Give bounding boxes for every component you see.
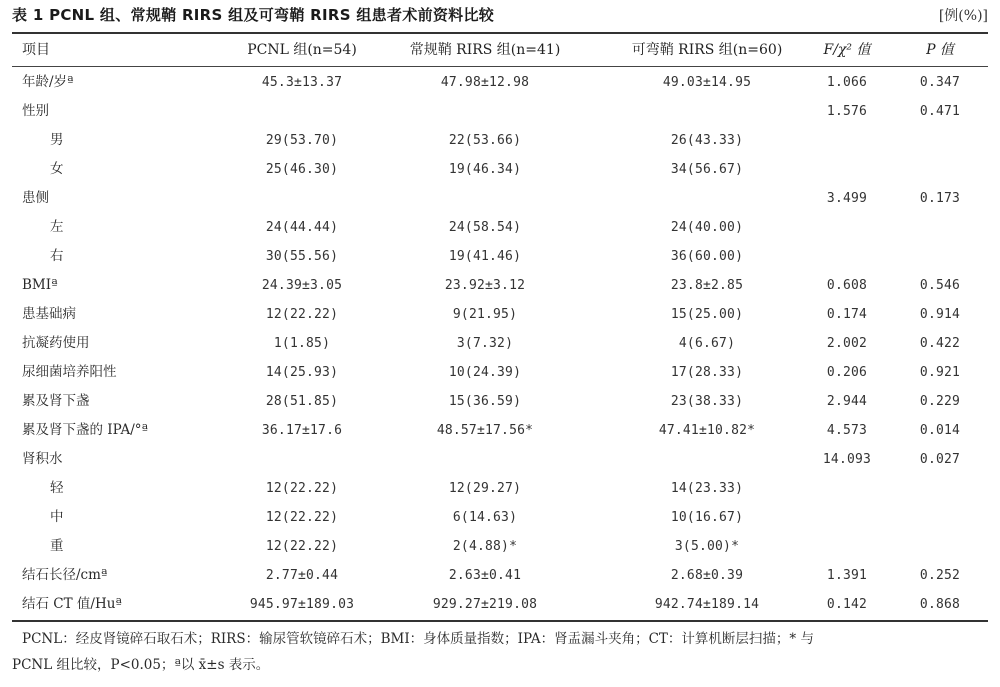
row-item-label: 轻	[50, 480, 64, 496]
rirs-flexible-value: 942.74±189.14	[654, 597, 760, 612]
p-value: 0.347	[919, 75, 961, 90]
row-item-label: 患侧	[22, 190, 49, 206]
rirs-conventional-value: 24(58.54)	[448, 220, 522, 235]
rirs-flexible-value: 47.41±10.82*	[658, 423, 756, 438]
table-row	[12, 561, 988, 590]
p-value	[892, 503, 988, 532]
table-header	[12, 34, 988, 66]
pcnl-value: 12(22.22)	[265, 510, 339, 525]
rirs-conventional-value: 929.27±219.08	[432, 597, 538, 612]
p-value: 0.014	[919, 423, 961, 438]
pcnl-value: 30(55.56)	[265, 249, 339, 264]
statistic-value: 3.499	[826, 191, 868, 206]
rirs-flexible-value	[602, 184, 812, 213]
p-value: 0.229	[919, 394, 961, 409]
table-footnote	[12, 626, 988, 678]
statistic-value: 0.608	[826, 278, 868, 293]
table-row	[12, 242, 988, 271]
table-row	[12, 213, 988, 242]
row-item-label: 结石长径/cmª	[22, 567, 108, 583]
rirs-flexible-value: 17(28.33)	[670, 365, 744, 380]
rirs-flexible-value: 24(40.00)	[670, 220, 744, 235]
header-rule	[12, 66, 988, 67]
table-row	[12, 387, 988, 416]
rirs-conventional-value	[380, 184, 590, 213]
statistic-value: 2.002	[826, 336, 868, 351]
p-value: 0.252	[919, 568, 961, 583]
table-caption	[12, 4, 988, 28]
statistic-value: 1.066	[826, 75, 868, 90]
statistic-value: 0.174	[826, 307, 868, 322]
bottom-rule	[12, 620, 988, 622]
table-row	[12, 474, 988, 503]
row-item-label: 肾积水	[22, 451, 63, 467]
table-row	[12, 416, 988, 445]
row-item-label: 患基础病	[22, 306, 76, 322]
statistic-value	[802, 213, 892, 242]
rirs-conventional-value: 19(46.34)	[448, 162, 522, 177]
statistic-value: 4.573	[826, 423, 868, 438]
rirs-flexible-value: 3(5.00)*	[674, 539, 740, 554]
p-value	[892, 532, 988, 561]
statistic-value	[802, 155, 892, 184]
table-row	[12, 271, 988, 300]
pcnl-value: 25(46.30)	[265, 162, 339, 177]
pcnl-value: 12(22.22)	[265, 307, 339, 322]
p-value: 0.914	[919, 307, 961, 322]
p-value: 0.422	[919, 336, 961, 351]
row-item-label: 男	[50, 132, 64, 148]
table-row	[12, 155, 988, 184]
rirs-flexible-value: 23.8±2.85	[670, 278, 744, 293]
p-value: 0.027	[919, 452, 961, 467]
table-row	[12, 126, 988, 155]
rirs-conventional-value	[380, 445, 590, 474]
statistic-value	[802, 474, 892, 503]
footnote-line-2: PCNL 组比较，P<0.05；ª以 x̄±s 表示。	[12, 657, 270, 673]
pcnl-value: 45.3±13.37	[261, 75, 343, 90]
rirs-conventional-value: 9(21.95)	[452, 307, 518, 322]
pcnl-value	[202, 445, 402, 474]
row-item-label: 抗凝药使用	[22, 335, 90, 351]
rirs-flexible-value	[602, 97, 812, 126]
row-item-label: 结石 CT 值/Huª	[22, 596, 122, 612]
footnote-line-1: PCNL：经皮肾镜碎石取石术；RIRS：输尿管软镜碎石术；BMI：身体质量指数；IPA：肾盂漏斗夹角；CT：计算机断层扫描；* 与	[22, 631, 814, 647]
pcnl-value: 24(44.44)	[265, 220, 339, 235]
rirs-conventional-value: 3(7.32)	[456, 336, 514, 351]
pcnl-value: 945.97±189.03	[249, 597, 355, 612]
row-item-label: 累及肾下盏	[22, 393, 90, 409]
table-row	[12, 97, 988, 126]
header-rirs-flexible: 可弯鞘 RIRS 组(n=60)	[631, 42, 783, 58]
row-item-label: BMIª	[22, 277, 58, 293]
pcnl-value: 29(53.70)	[265, 133, 339, 148]
p-value: 0.546	[919, 278, 961, 293]
header-statistic: F/χ² 值	[823, 42, 871, 58]
p-value: 0.868	[919, 597, 961, 612]
table-row	[12, 590, 988, 619]
rirs-conventional-value	[380, 97, 590, 126]
p-value	[892, 242, 988, 271]
table-row	[12, 300, 988, 329]
pcnl-value: 36.17±17.6	[261, 423, 343, 438]
row-item-label: 女	[50, 161, 64, 177]
table-row	[12, 445, 988, 474]
row-item-label: 尿细菌培养阳性	[22, 364, 117, 380]
row-item-label: 累及肾下盏的 IPA/°ª	[22, 422, 148, 438]
header-pcnl: PCNL 组(n=54)	[247, 42, 357, 58]
statistic-value	[802, 503, 892, 532]
rirs-conventional-value: 15(36.59)	[448, 394, 522, 409]
pcnl-value: 14(25.93)	[265, 365, 339, 380]
rirs-conventional-value: 22(53.66)	[448, 133, 522, 148]
pcnl-value	[202, 184, 402, 213]
row-item-label: 重	[50, 538, 64, 554]
rirs-conventional-value: 19(41.46)	[448, 249, 522, 264]
row-item-label: 右	[50, 248, 64, 264]
rirs-conventional-value: 47.98±12.98	[440, 75, 530, 90]
rirs-conventional-value: 2(4.88)*	[452, 539, 518, 554]
statistic-value: 0.206	[826, 365, 868, 380]
row-item-label: 性别	[22, 103, 49, 119]
pcnl-value: 1(1.85)	[273, 336, 331, 351]
statistic-value: 1.576	[826, 104, 868, 119]
rirs-flexible-value: 34(56.67)	[670, 162, 744, 177]
statistic-value: 14.093	[822, 452, 872, 467]
pcnl-value: 12(22.22)	[265, 539, 339, 554]
statistic-value: 1.391	[826, 568, 868, 583]
pcnl-value	[202, 97, 402, 126]
rirs-flexible-value: 10(16.67)	[670, 510, 744, 525]
p-value	[892, 213, 988, 242]
pcnl-value: 2.77±0.44	[265, 568, 339, 583]
table-row	[12, 358, 988, 387]
rirs-conventional-value: 48.57±17.56*	[436, 423, 534, 438]
table-row	[12, 184, 988, 213]
rirs-flexible-value: 26(43.33)	[670, 133, 744, 148]
header-p-value: P 值	[926, 42, 954, 58]
rirs-flexible-value: 2.68±0.39	[670, 568, 744, 583]
pcnl-value: 28(51.85)	[265, 394, 339, 409]
rirs-flexible-value: 15(25.00)	[670, 307, 744, 322]
table-row	[12, 503, 988, 532]
p-value: 0.471	[919, 104, 961, 119]
table-unit: [例(%)]	[938, 8, 988, 24]
rirs-conventional-value: 23.92±3.12	[444, 278, 526, 293]
rirs-flexible-value: 36(60.00)	[670, 249, 744, 264]
rirs-flexible-value	[602, 445, 812, 474]
rirs-flexible-value: 23(38.33)	[670, 394, 744, 409]
row-item-label: 中	[50, 509, 64, 525]
p-value: 0.173	[919, 191, 961, 206]
pcnl-value: 24.39±3.05	[261, 278, 343, 293]
row-item-label: 年龄/岁ª	[22, 74, 74, 90]
rirs-flexible-value: 49.03±14.95	[662, 75, 752, 90]
header-item: 项目	[22, 42, 50, 58]
rirs-conventional-value: 10(24.39)	[448, 365, 522, 380]
rirs-conventional-value: 6(14.63)	[452, 510, 518, 525]
rirs-flexible-value: 14(23.33)	[670, 481, 744, 496]
row-item-label: 左	[50, 219, 64, 235]
statistic-value	[802, 242, 892, 271]
p-value	[892, 126, 988, 155]
statistic-value	[802, 532, 892, 561]
rirs-conventional-value: 2.63±0.41	[448, 568, 522, 583]
statistic-value	[802, 126, 892, 155]
table-row	[12, 68, 988, 97]
rirs-conventional-value: 12(29.27)	[448, 481, 522, 496]
table-row	[12, 532, 988, 561]
statistic-value: 0.142	[826, 597, 868, 612]
rirs-flexible-value: 4(6.67)	[678, 336, 736, 351]
p-value: 0.921	[919, 365, 961, 380]
p-value	[892, 155, 988, 184]
header-rirs-conventional: 常规鞘 RIRS 组(n=41)	[409, 42, 561, 58]
table-row	[12, 329, 988, 358]
pcnl-value: 12(22.22)	[265, 481, 339, 496]
p-value	[892, 474, 988, 503]
table-title: 表 1 PCNL 组、常规鞘 RIRS 组及可弯鞘 RIRS 组患者术前资料比较	[12, 6, 495, 24]
statistic-value: 2.944	[826, 394, 868, 409]
